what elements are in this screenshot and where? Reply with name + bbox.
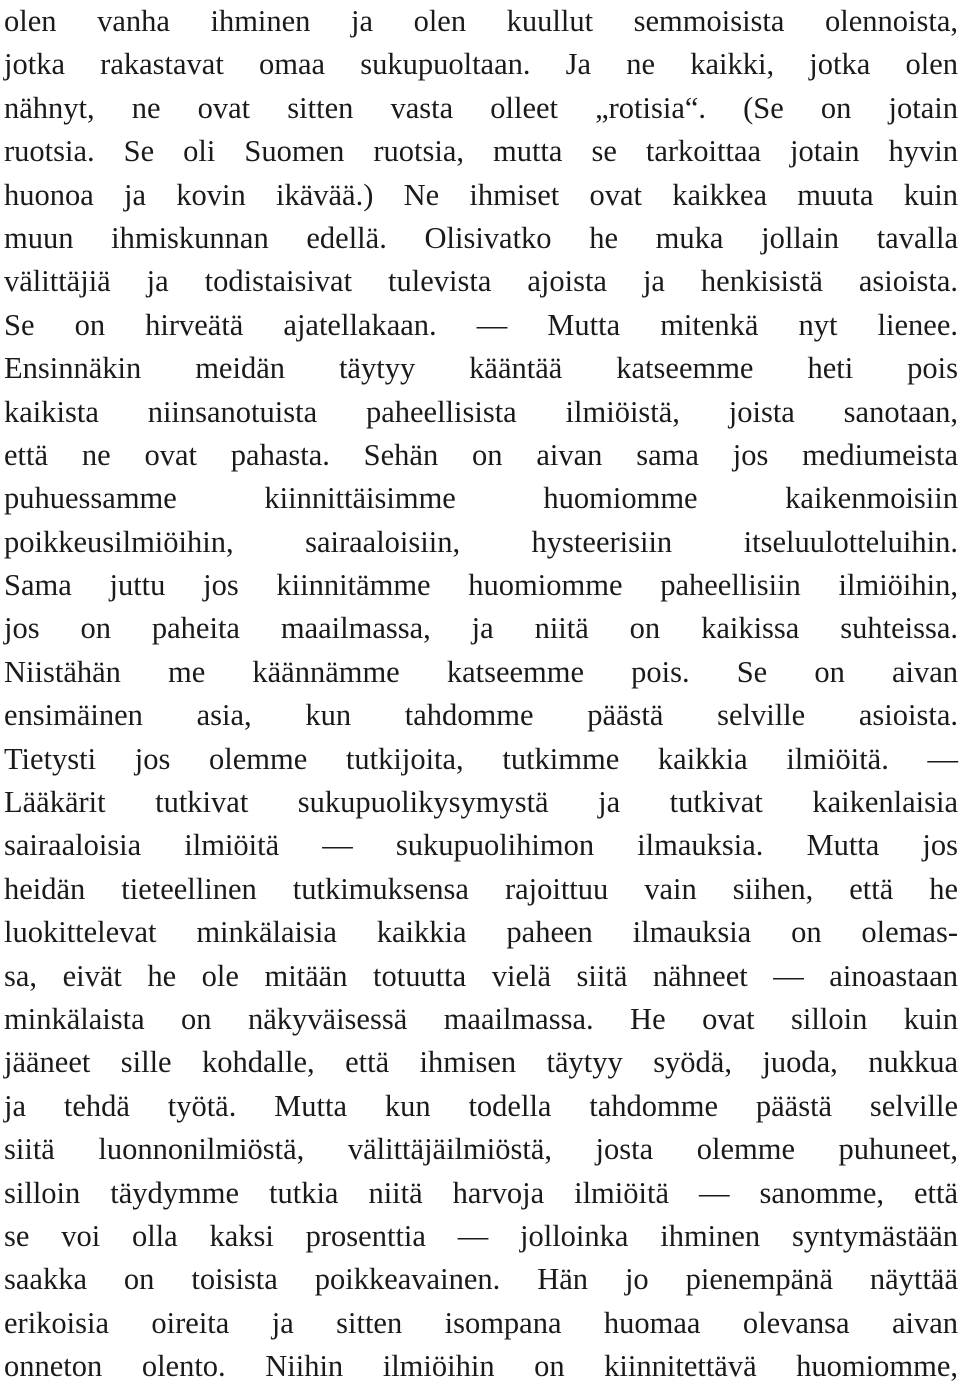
text-line: huonoa ja kovin ikävää.) Ne ihmiset ovat kaikkea muuta kuin xyxy=(4,177,958,212)
text-line: Lääkärit tutkivat sukupuolikysymystä ja tutkivat kaikenlaisia xyxy=(4,785,958,820)
text-line: olen vanha ihminen ja olen kuullut semmoisista olennoista, xyxy=(4,4,958,38)
text-line: saakka on toisista poikkeavainen. Hän jo pienempänä näyttää xyxy=(4,1262,958,1297)
text-line: sairaaloisia ilmiöitä — sukupuolihimon ilmauksia. Mutta jos xyxy=(4,828,958,863)
text-line: Se on hirveätä ajatellakaan. — Mutta mitenkä nyt lienee. xyxy=(4,307,958,342)
text-line: Sama juttu jos kiinnitämme huomiomme paheellisiin ilmiöihin, xyxy=(4,568,958,603)
text-line: sa, eivät he ole mitään totuutta vielä siitä nähneet — ainoastaan xyxy=(4,958,958,993)
text-line: jotka rakastavat omaa sukupuoltaan. Ja ne kaikki, jotka olen xyxy=(4,47,958,82)
body-text xyxy=(4,0,958,1389)
text-line: Niistähän me käännämme katseemme pois. Se on aivan xyxy=(4,654,958,689)
text-line: silloin täydymme tutkia niitä harvoja ilmiöitä — sanomme, että xyxy=(4,1175,958,1210)
text-line: nähnyt, ne ovat sitten vasta olleet „rotisia“. (Se on jotain xyxy=(4,90,958,125)
text-line: muun ihmiskunnan edellä. Olisivatko he muka jollain tavalla xyxy=(4,220,958,255)
text-line: jääneet sille kohdalle, että ihmisen täytyy syödä, juoda, nukkua xyxy=(4,1045,958,1080)
text-line: erikoisia oireita ja sitten isompana huomaa olevansa aivan xyxy=(4,1305,958,1340)
text-line: minkälaista on näkyväisessä maailmassa. He ovat silloin kuin xyxy=(4,1001,958,1036)
text-line: heidän tieteellinen tutkimuksensa rajoittuu vain siihen, että he xyxy=(4,871,958,906)
text-line: siitä luonnonilmiöstä, välittäjäilmiöstä, josta olemme puhuneet, xyxy=(4,1132,958,1167)
text-line: ruotsia. Se oli Suomen ruotsia, mutta se tarkoittaa jotain hyvin xyxy=(4,134,958,169)
text-line: Ensinnäkin meidän täytyy kääntää katseemme heti pois xyxy=(4,351,958,386)
text-line: välittäjiä ja todistaisivat tulevista ajoista ja henkisistä asioista. xyxy=(4,264,958,299)
text-line: ja tehdä työtä. Mutta kun todella tahdomme päästä selville xyxy=(4,1088,958,1123)
text-line: puhuessamme kiinnittäisimme huomiomme kaikenmoisiin xyxy=(4,481,958,516)
text-line: Tietysti jos olemme tutkijoita, tutkimme kaikkia ilmiöitä. — xyxy=(4,741,958,776)
text-line: onneton olento. Niihin ilmiöihin on kiinnitettävä huomiomme, xyxy=(4,1349,958,1384)
text-line: luokittelevat minkälaisia kaikkia paheen ilmauksia on olemas- xyxy=(4,915,958,950)
text-line: että ne ovat pahasta. Sehän on aivan sama jos mediumeista xyxy=(4,437,958,472)
text-line: jos on paheita maailmassa, ja niitä on kaikissa suhteissa. xyxy=(4,611,958,646)
text-line: se voi olla kaksi prosenttia — jolloinka ihminen syntymästään xyxy=(4,1218,958,1253)
text-line: kaikista niinsanotuista paheellisista ilmiöistä, joista sanotaan, xyxy=(4,394,958,429)
text-line: poikkeusilmiöihin, sairaaloisiin, hysteerisiin itseluulotteluihin. xyxy=(4,524,958,559)
text-line: ensimäinen asia, kun tahdomme päästä selville asioista. xyxy=(4,698,958,733)
